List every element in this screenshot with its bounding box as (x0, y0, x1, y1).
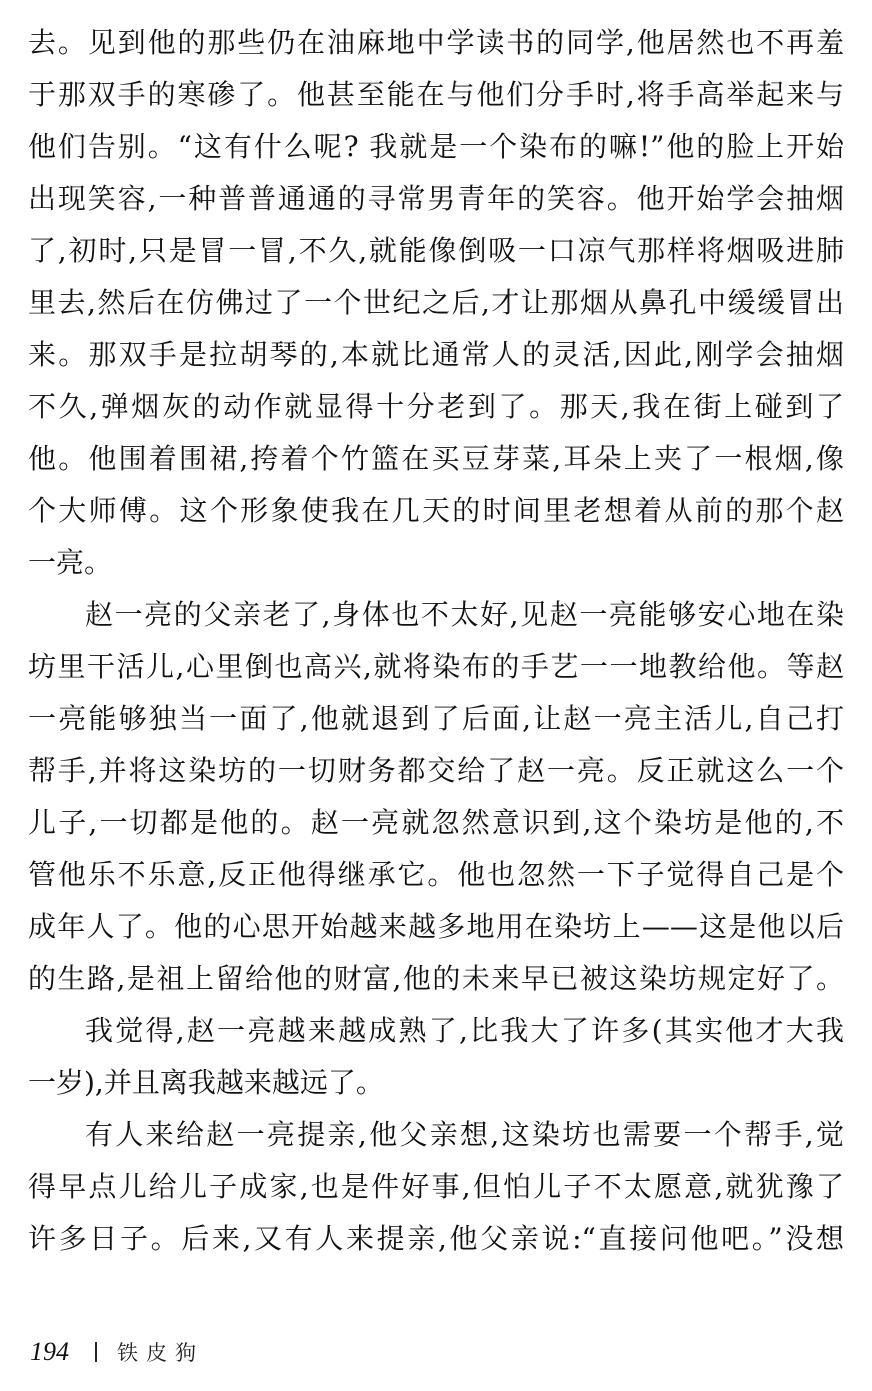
text-line: 于那双手的寒碜了。他甚至能在与他们分手时,将手高举起来与 (28, 78, 844, 111)
text-line: 赵一亮的父亲老了,身体也不太好,见赵一亮能够安心地在染 (85, 598, 844, 631)
text-line: 他们告别。“这有什么呢? 我就是一个染布的嘛!”他的脸上开始 (28, 130, 844, 163)
text-line: 一岁),并且离我越来越远了。 (28, 1066, 384, 1099)
running-title: 铁皮狗 (117, 1341, 204, 1365)
text-line: 里去,然后在仿佛过了一个世纪之后,才让那烟从鼻孔中缓缓冒出 (28, 286, 844, 319)
text-line: 有人来给赵一亮提亲,他父亲想,这染坊也需要一个帮手,觉 (85, 1118, 844, 1151)
text-line: 许多日子。后来,又有人来提亲,他父亲说:“直接问他吧。”没想 (28, 1222, 844, 1255)
text-line: 我觉得,赵一亮越来越成熟了,比我大了许多(其实他才大我 (85, 1014, 844, 1047)
text-line: 他。他围着围裙,挎着个竹篮在买豆芽菜,耳朵上夹了一根烟,像 (28, 442, 844, 475)
page-footer (30, 1334, 204, 1370)
footer-divider (95, 1342, 97, 1362)
text-line: 一亮能够独当一面了,他就退到了后面,让赵一亮主活儿,自己打 (28, 702, 844, 735)
text-line: 一亮。 (28, 546, 113, 579)
text-line: 管他乐不乐意,反正他得继承它。他也忽然一下子觉得自己是个 (28, 858, 844, 891)
text-line: 成年人了。他的心思开始越来越多地用在染坊上——这是他以后 (28, 910, 844, 943)
text-line: 儿子,一切都是他的。赵一亮就忽然意识到,这个染坊是他的,不 (28, 806, 844, 839)
text-line: 出现笑容,一种普普通通的寻常男青年的笑容。他开始学会抽烟 (28, 182, 844, 215)
text-line: 去。见到他的那些仍在油麻地中学读书的同学,他居然也不再羞 (28, 26, 844, 59)
text-line: 了,初时,只是冒一冒,不久,就能像倒吸一口凉气那样将烟吸进肺 (28, 234, 844, 267)
text-line: 帮手,并将这染坊的一切财务都交给了赵一亮。反正就这么一个 (28, 754, 844, 787)
page-number: 194 (30, 1337, 69, 1366)
page-body-text (28, 17, 844, 1265)
text-line: 不久,弹烟灰的动作就显得十分老到了。那天,我在街上碰到了 (28, 390, 844, 423)
text-line: 坊里干活儿,心里倒也高兴,就将染布的手艺一一地教给他。等赵 (28, 650, 844, 683)
text-line: 的生路,是祖上留给他的财富,他的未来早已被这染坊规定好了。 (28, 962, 844, 995)
text-line: 得早点儿给儿子成家,也是件好事,但怕儿子不太愿意,就犹豫了 (28, 1170, 844, 1203)
text-line: 个大师傅。这个形象使我在几天的时间里老想着从前的那个赵 (28, 494, 844, 527)
text-line: 来。那双手是拉胡琴的,本就比通常人的灵活,因此,刚学会抽烟 (28, 338, 844, 371)
